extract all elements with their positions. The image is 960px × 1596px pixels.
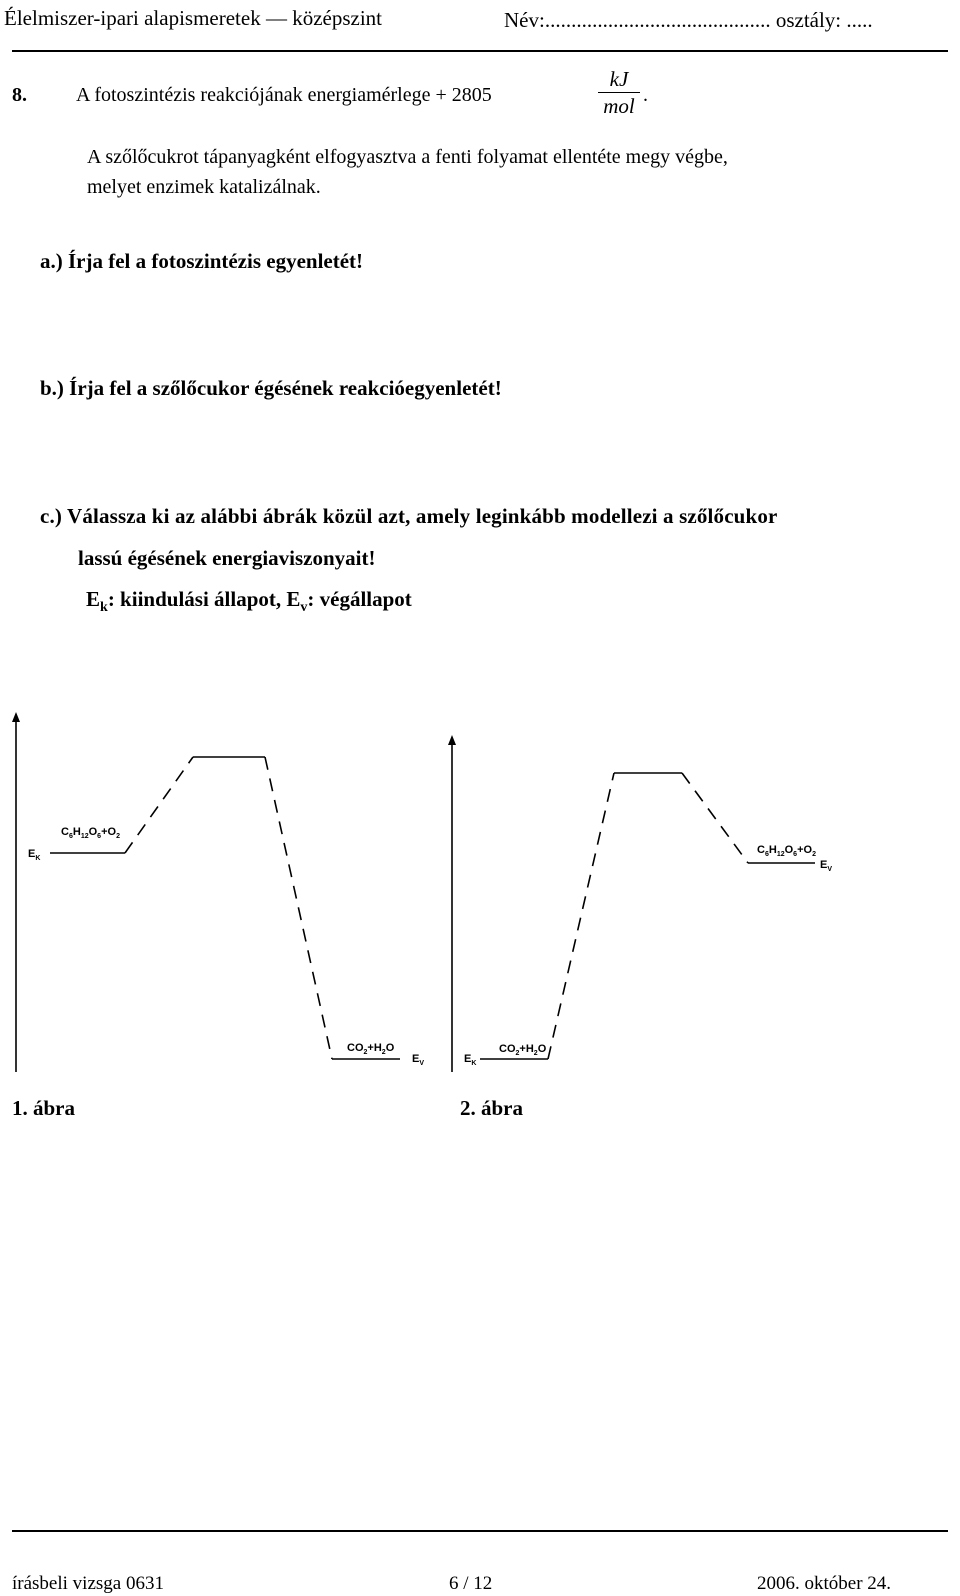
figure-2-end-state-label: $E_V$ [820,859,833,873]
figure-1-end-state-label: $E_V$ [412,1053,425,1067]
question-line3: melyet enzimek katalizálnak. [87,176,321,198]
unit-period: . [643,84,648,106]
header-name-class: Név:........................................... osztály: ..... [504,8,873,32]
legend-mid: : kiindulási állapot, E [107,587,301,611]
legend-ev-sub: v [300,600,308,616]
subquestion-c-line1: c.) Válassza ki az alábbi ábrák közül azt, amely leginkább modellezi a szőlőcukor [40,504,778,528]
figure-1-start-state-label: $E_K$ [28,848,41,862]
footer-rule [12,1530,948,1532]
figure-2-rise [548,773,614,1059]
legend-end: : végállapot [307,587,412,611]
figure-2-axis-arrow [448,735,456,745]
unit-fraction [598,66,640,119]
header-rule [12,50,948,52]
unit-numerator: kJ [598,66,640,93]
figure-2-end-species: $C_6H_{12}O_6+O_2$ [757,844,816,858]
legend-ek: E [86,587,101,611]
state-legend [86,587,412,616]
footer-date: 2006. október 24. [757,1573,892,1594]
figure-2-start-species: $CO_2+H_2O$ [499,1043,547,1057]
figure-1-diagram [12,712,424,1072]
figure-2-caption: 2. ábra [460,1096,523,1120]
footer-exam-id: írásbeli vizsga 0631 [12,1573,164,1594]
question-line2: A szőlőcukrot tápanyagként elfogyasztva a fenti folyamat ellentéte megy végbe, [87,146,728,168]
subquestion-c-line2: lassú égésének energiaviszonyait! [78,546,376,570]
legend-ek-sub: k [100,600,108,616]
figure-2-start-state-label: $E_K$ [464,1053,477,1067]
figure-1-end-species: $CO_2+H_2O$ [347,1042,395,1056]
question-intro: A fotoszintézis reakciójának energiamérlege + 2805 [76,84,492,106]
figure-1-fall [265,757,332,1059]
footer-page-number: 6 / 12 [449,1573,493,1594]
figure-2-fall [682,773,748,863]
subquestion-a: a.) Írja fel a fotoszintézis egyenletét! [40,249,364,273]
energy-diagrams [0,700,960,1120]
figure-1-rise [125,757,193,853]
unit-denominator: mol [603,94,635,118]
figure-1-start-species: $C_6H_{12}O_6+O_2$ [61,826,120,840]
figure-1-axis-arrow [12,712,20,722]
question-number: 8. [12,84,27,106]
figure-1-caption: 1. ábra [12,1096,75,1120]
figure-2-diagram [448,735,832,1072]
subquestion-b: b.) Írja fel a szőlőcukor égésének reakcióegyenletét! [40,376,502,400]
header-subject: Élelmiszer-ipari alapismeretek — középszint [4,6,383,30]
